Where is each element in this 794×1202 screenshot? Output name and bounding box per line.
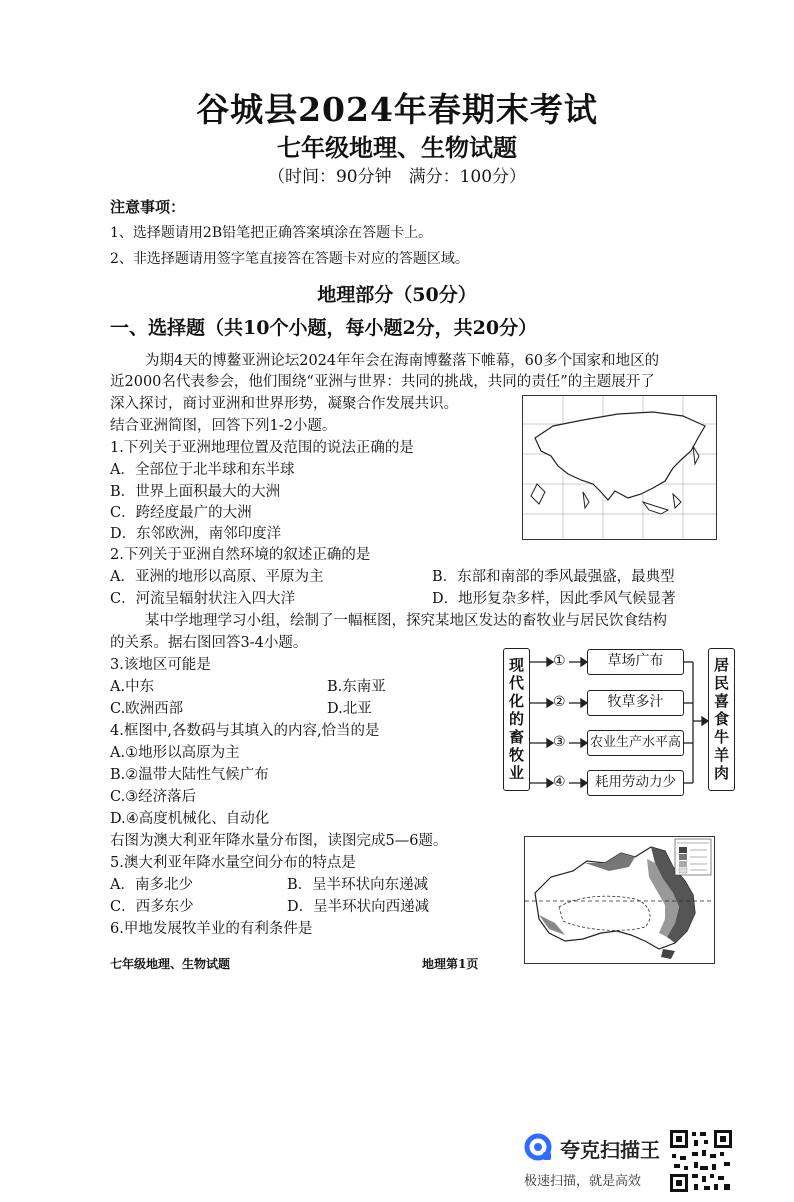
asia-map-icon xyxy=(523,396,716,539)
asia-map-figure xyxy=(522,395,717,540)
q3-option-b: B.东南亚 xyxy=(327,679,386,695)
intro2-line: 的关系。据右图回答3-4小题。 xyxy=(110,635,308,651)
intro-line: 为期4天的博鳌亚洲论坛2024年年会在海南博鳌落下帷幕，60多个国家和地区的 xyxy=(145,353,660,369)
q5-option-b: B．呈半环状向东递减 xyxy=(287,877,429,893)
q4-stem: 4.框图中,各数码与其填入的内容,恰当的是 xyxy=(110,723,380,739)
q2-option-d: D．地形复杂多样，因此季风气候显著 xyxy=(432,591,676,607)
intro3-line: 右图为澳大利亚年降水量分布图，读图完成5—6题。 xyxy=(110,833,448,849)
q3-stem: 3.该地区可能是 xyxy=(110,657,211,673)
notice-item: 2、非选择题请用签字笔直接答在答题卡对应的答题区域。 xyxy=(110,251,469,267)
intro2-line: 某中学地理学习小组，绘制了一幅框图，探究某地区发达的畜牧业与居民饮食结构 xyxy=(145,613,667,629)
q3-option-a: A.中东 xyxy=(110,679,155,695)
part-heading: 一、选择题（共10个小题，每小题2分，共20分） xyxy=(110,317,538,339)
notice-item: 1、选择题请用2B铅笔把正确答案填涂在答题卡上。 xyxy=(110,225,433,241)
q1-stem: 1.下列关于亚洲地理位置及范围的说法正确的是 xyxy=(110,440,414,456)
q1-option-c: C．跨经度最广的大洲 xyxy=(110,505,252,521)
q4-option-c: C.③经济落后 xyxy=(110,789,197,805)
flow-num-2: ② xyxy=(553,694,566,710)
intro-line: 深入探讨，商讨亚洲和世界形势，凝聚合作发展共识。 xyxy=(110,396,458,412)
q4-option-a: A.①地形以高原为主 xyxy=(110,745,240,761)
q3-option-c: C.欧洲西部 xyxy=(110,701,184,717)
q1-option-d: D．东邻欧洲，南邻印度洋 xyxy=(110,526,282,542)
qr-code-icon xyxy=(670,1130,732,1192)
exam-time-info: （时间：90分钟 满分：100分） xyxy=(267,167,527,187)
intro-line: 近2000名代表参会，他们围绕“亚洲与世界：共同的挑战，共同的责任”的主题展开了 xyxy=(110,374,655,390)
flow-left-box: 现代化的畜牧业 xyxy=(503,648,530,791)
q1-option-a: A．全部位于北半球和东半球 xyxy=(110,462,295,478)
exam-title: 谷城县2024年春期末考试 xyxy=(196,90,598,129)
footer-page: 地理第1页 xyxy=(422,957,479,971)
q4-option-d: D.④高度机械化、自动化 xyxy=(110,811,270,827)
flow-box-4: 耗用劳动力少 xyxy=(587,770,684,796)
q5-stem: 5.澳大利亚年降水量空间分布的特点是 xyxy=(110,855,356,871)
flow-right-box: 居民喜食牛羊肉 xyxy=(708,648,735,791)
quark-scanner-logo-icon xyxy=(523,1132,553,1162)
q5-option-c: C．西多东少 xyxy=(110,899,194,915)
exam-subtitle: 七年级地理、生物试题 xyxy=(277,133,517,162)
watermark-slogan: 极速扫描，就是高效 xyxy=(524,1174,642,1189)
intro-line: 结合亚洲简图，回答下列1-2小题。 xyxy=(110,418,337,434)
watermark-brand: 夸克扫描王 xyxy=(560,1138,660,1162)
footer-left: 七年级地理、生物试题 xyxy=(110,957,231,971)
flow-num-1: ① xyxy=(553,653,566,669)
flow-chart xyxy=(503,643,740,796)
notice-heading: 注意事项： xyxy=(110,198,186,216)
q2-option-b: B．东部和南部的季风最强盛，最典型 xyxy=(432,569,675,585)
flow-box-2: 牧草多汁 xyxy=(587,690,684,716)
flow-box-1: 草场广布 xyxy=(587,649,684,675)
q3-option-d: D.北亚 xyxy=(327,701,372,717)
q2-option-a: A．亚洲的地形以高原、平原为主 xyxy=(110,569,324,585)
flow-num-3: ③ xyxy=(553,734,566,750)
section-title: 地理部分（50分） xyxy=(317,284,477,306)
australia-map-icon xyxy=(525,837,714,963)
q4-option-b: B.②温带大陆性气候广布 xyxy=(110,767,269,783)
q5-option-d: D．呈半环状向西递减 xyxy=(287,899,430,915)
australia-rainfall-map xyxy=(524,836,715,964)
flow-box-3: 农业生产水平高 xyxy=(587,730,684,756)
q1-option-b: B．世界上面积最大的大洲 xyxy=(110,484,281,500)
q5-option-a: A．南多北少 xyxy=(110,877,193,893)
q6-stem: 6.甲地发展牧羊业的有利条件是 xyxy=(110,921,313,937)
q2-option-c: C．河流呈辐射状注入四大洋 xyxy=(110,591,296,607)
flow-num-4: ④ xyxy=(553,774,566,790)
q2-stem: 2.下列关于亚洲自然环境的叙述正确的是 xyxy=(110,547,371,563)
